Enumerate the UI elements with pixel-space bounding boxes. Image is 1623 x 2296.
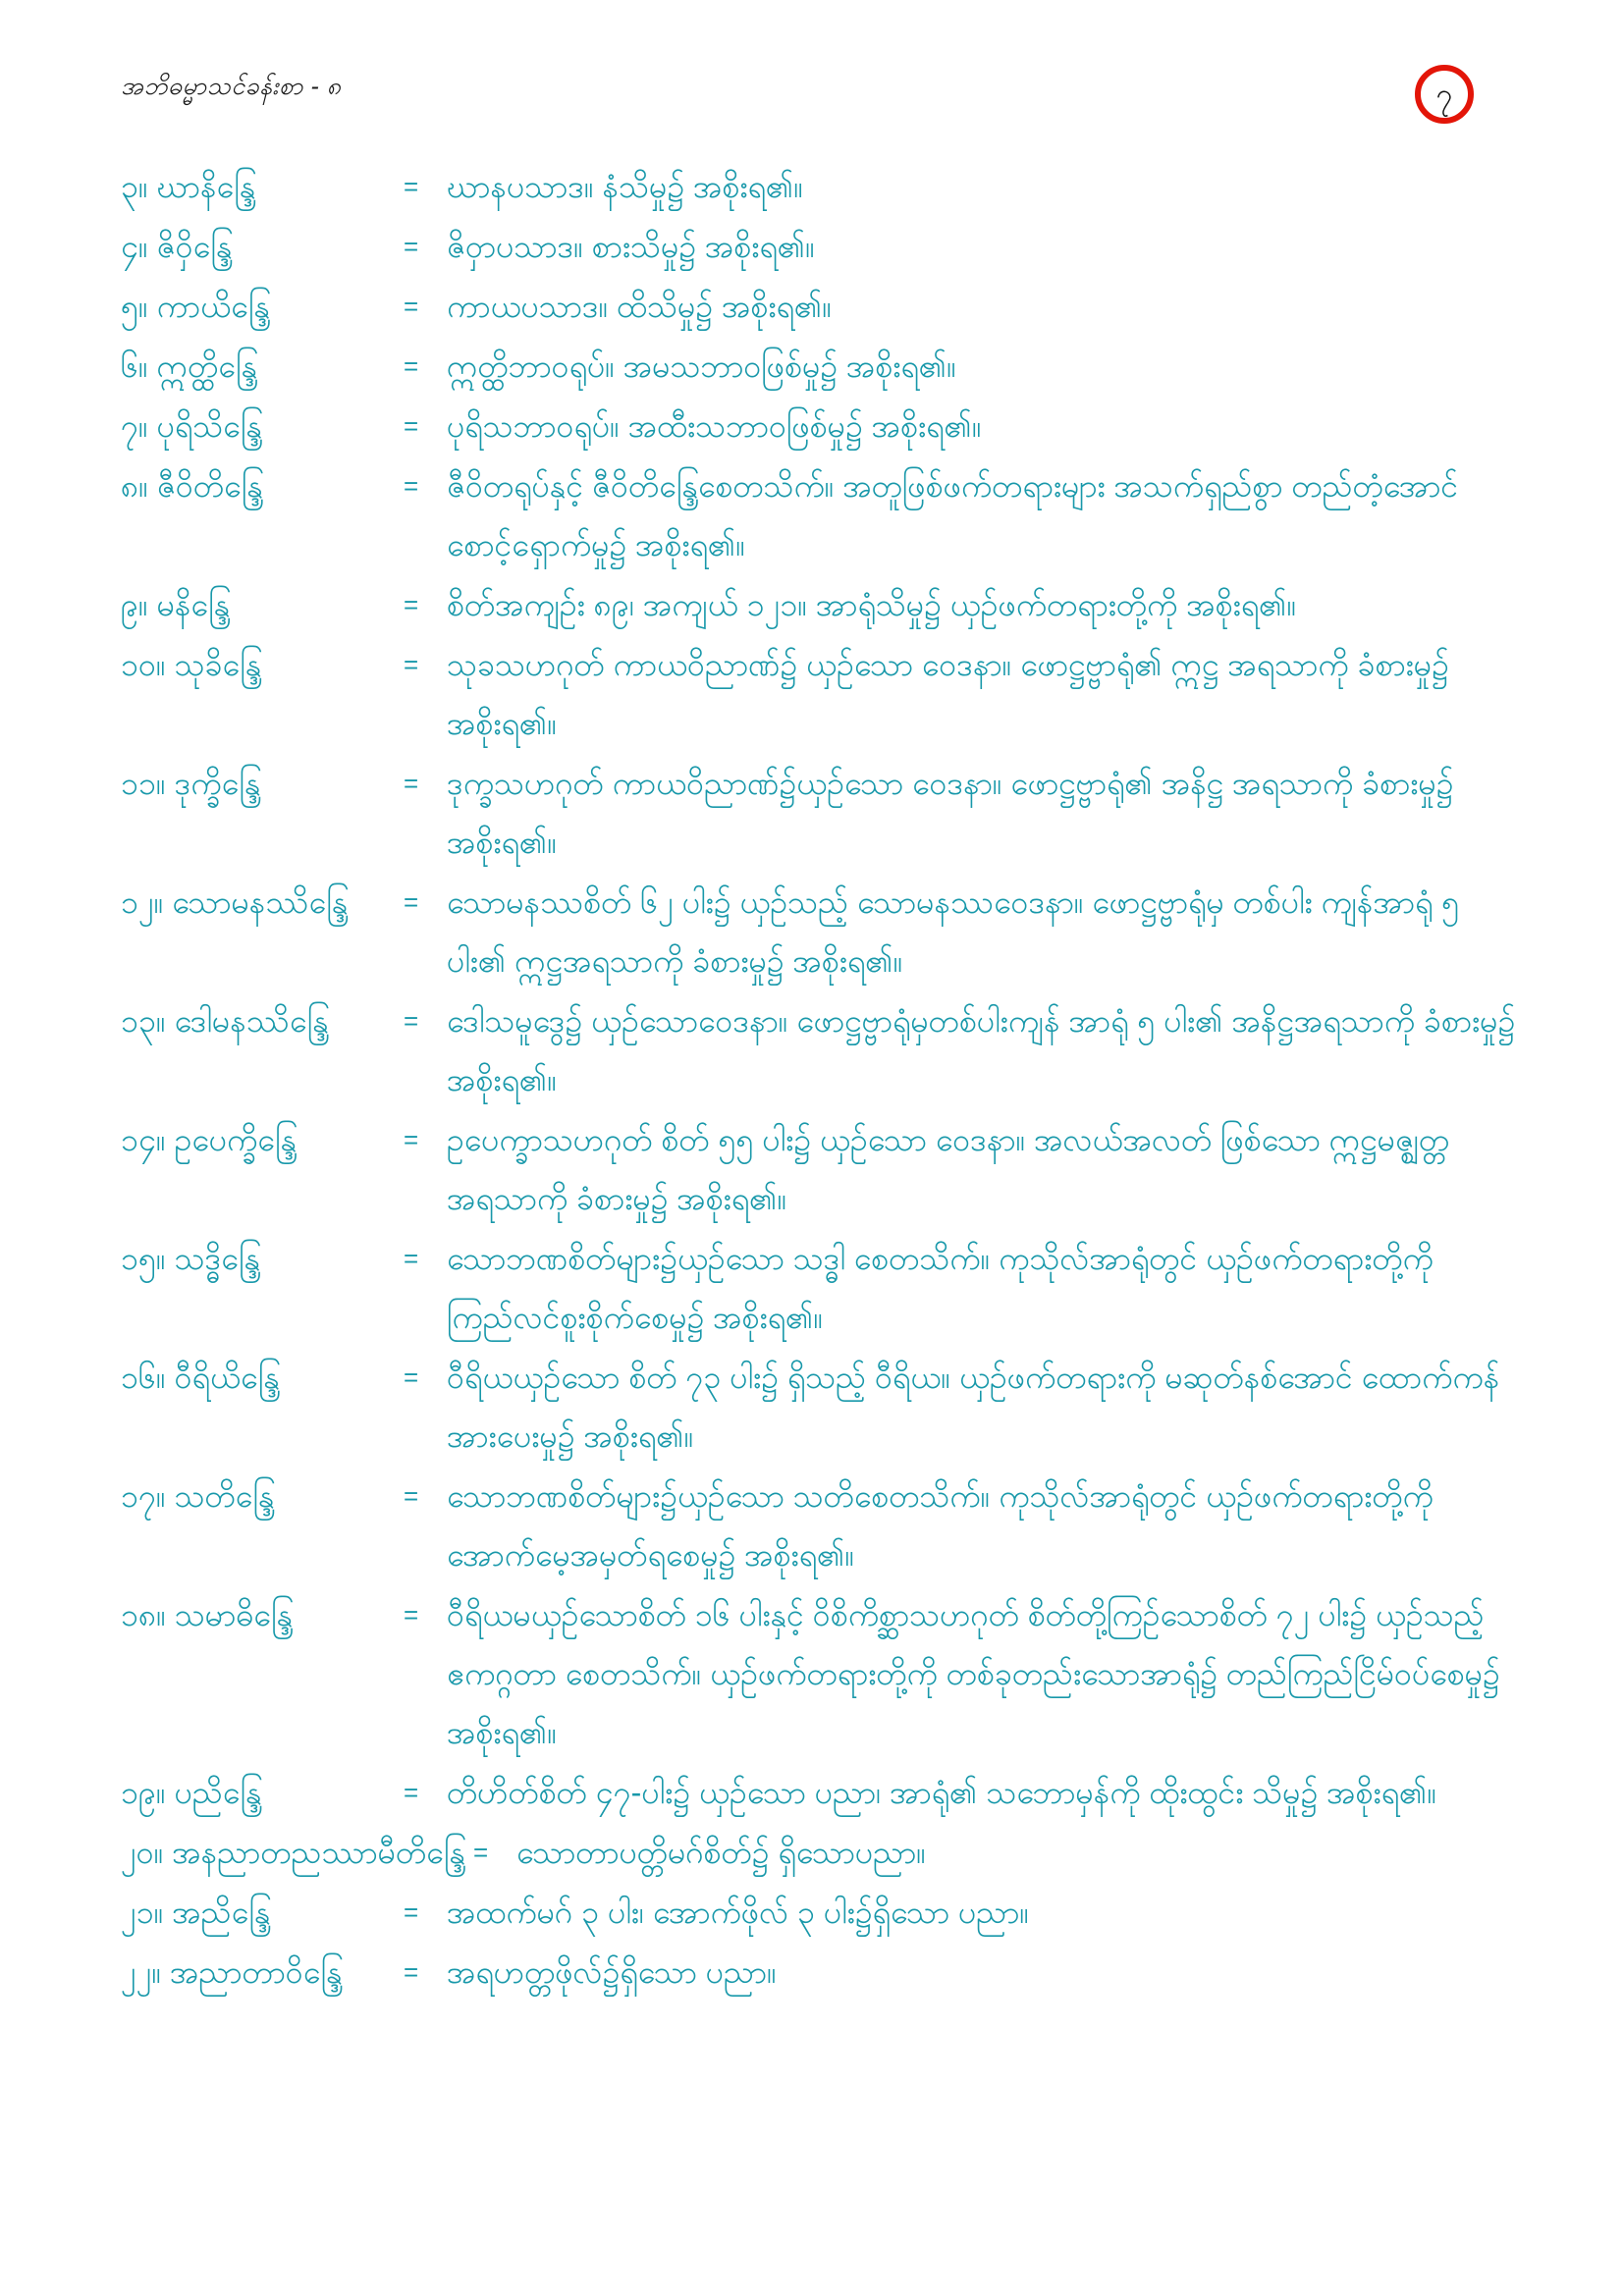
item-number-and-label: ၁၆။ ဝီရိယိန္ဒြေ [121, 1360, 280, 1395]
item-number-and-label: ၁၇။ သတိန္ဒြေ [121, 1478, 275, 1514]
list-item [121, 1763, 1517, 1822]
list-item [121, 1943, 1517, 2002]
item-definition: တိဟိတ်စိတ် ၄၇-ပါး၌ ယှဉ်သော ပညာ၊ အာရုံ၏ သဘောမှန်ကို ထိုးထွင်း သိမှု၌ အစိုးရ၏။ [447, 1775, 1437, 1810]
list-item [121, 157, 1517, 216]
equals-sign: = [404, 650, 419, 679]
list-item [121, 1823, 1517, 1882]
list-item [121, 873, 1517, 990]
item-definition: စိတ်အကျဉ်း ၈၉၊ အကျယ် ၁၂၁။ အာရုံသိမှု၌ ယှဉ်ဖက်တရားတို့ကို အစိုးရ၏။ [447, 587, 1297, 622]
item-definition: ဝီရိယမယှဉ်သောစိတ် ၁၆ ပါးနှင့် ဝိစိကိစ္ဆာသဟဂုတ် စိတ်တို့ကြဉ်သောစိတ် ၇၂ ပါး၌ ယှဉ်သည့် ဧကဂ္ဂတာ စေတသိက်။ ယှဉ်ဖက်တရားတို့ကို တစ်ခုတည်းသောအာရုံ၌ တည်ကြည်ငြိမ်ဝပ်စေမှု၌ အစိုးရ၏။ [447, 1597, 1500, 1750]
equals-sign: = [404, 172, 419, 201]
item-definition: ဥပေက္ခာသဟဂုတ် စိတ် ၅၅ ပါး၌ ယှဉ်သော ဝေဒနာ။ အလယ်အလတ် ဖြစ်သော ဣဋ္ဌမဇ္ဈတ္တအရသာကို ခံစားမှု၌ အစိုးရ၏။ [447, 1122, 1450, 1216]
page-title: အဘိဓမ္မာသင်ခန်းစာ - ၈ [121, 73, 342, 100]
item-definition: ဣတ္ထိဘာဝရုပ်။ အမသဘာဝဖြစ်မှု၌ အစိုးရ၏။ [447, 348, 956, 384]
item-definition: ဇိဝှာပသာဒ။ စားသိမှု၌ အစိုးရ၏။ [447, 229, 815, 264]
item-definition: သောဘဏစိတ်များ၌ယှဉ်သော သဒ္ဓါ စေတသိက်။ ကုသိုလ်အာရုံတွင် ယှဉ်ဖက်တရားတို့ကို ကြည်လင်စူးစိုက်စေမှု၌ အစိုးရ၏။ [447, 1241, 1434, 1335]
item-number-and-label: ၉။ မနိန္ဒြေ [121, 587, 231, 622]
item-definition: သောဘဏစိတ်များ၌ယှဉ်သော သတိစေတသိက်။ ကုသိုလ်အာရုံတွင် ယှဉ်ဖက်တရားတို့ကို အောက်မေ့အမှတ်ရစေမှု၌ အစိုးရ၏။ [447, 1478, 1434, 1573]
item-definition: သောတာပတ္တိမဂ်စိတ်၌ ရှိသောပညာ။ [516, 1835, 926, 1870]
list-item [121, 217, 1517, 276]
item-definition: ဇီဝိတရုပ်နှင့် ဇီဝိတိန္ဒြေစေတသိက်။ အတူဖြစ်ဖက်တရားများ အသက်ရှည်စွာ တည်တံ့အောင် စောင့်ရှောက်မှု၌ အစိုးရ၏။ [447, 468, 1459, 562]
item-definition: ဒုက္ခသဟဂုတ် ကာယဝိညာဏ်၌ယှဉ်သော ဝေဒနာ။ ဖောဋ္ဌဗ္ဗာရုံ၏ အနိဋ္ဌ အရသာကို ခံစားမှု၌ အစိုးရ၏။ [447, 766, 1454, 860]
equals-sign: = [404, 1244, 419, 1273]
item-definition: သောမနဿစိတ် ၆၂ ပါး၌ ယှဉ်သည့် သောမနဿဝေဒနာ။ ဖောဋ္ဌဗ္ဗာရုံမှ တစ်ပါး ကျန်အာရုံ ၅ ပါး၏ ဣဋ္ဌအရသာကို ခံစားမှု၌ အစိုးရ၏။ [447, 884, 1460, 979]
list-item [121, 1883, 1517, 1942]
list-item [121, 1348, 1517, 1466]
list-item [121, 635, 1517, 753]
equals-sign: = [404, 1897, 419, 1927]
list-item [121, 337, 1517, 396]
list-item [121, 1585, 1517, 1762]
equals-sign: = [404, 1957, 419, 1987]
item-number-and-label: ၁၅။ သဒ္ဓိန္ဒြေ [121, 1241, 261, 1276]
item-number-and-label: ၂၀။ အနညာတညဿာမီတိန္ဒြေ [121, 1835, 466, 1870]
equals-sign: = [404, 411, 419, 441]
equals-sign: = [404, 1362, 419, 1392]
item-definition: ဒေါသမူဒွေ၌ ယှဉ်သောဝေဒနာ။ ဖောဋ္ဌဗ္ဗာရုံမှတစ်ပါးကျန် အာရုံ ၅ ပါး၏ အနိဋ္ဌအရသာကို ခံစားမှု၌ အစိုးရ၏။ [447, 1003, 1516, 1097]
list-item [121, 1467, 1517, 1584]
equals-sign: = [404, 1125, 419, 1154]
item-number-and-label: ၂၂။ အညာတာဝိန္ဒြေ [121, 1954, 343, 1990]
item-number-and-label: ၃။ ဃာနိန္ဒြေ [121, 169, 256, 204]
item-number-and-label: ၂၁။ အညိန္ဒြေ [121, 1895, 271, 1930]
list-item [121, 575, 1517, 634]
item-definition: ပုရိသဘာဝရုပ်။ အထီးသဘာဝဖြစ်မှု၌ အစိုးရ၏။ [447, 408, 982, 444]
list-item [121, 754, 1517, 872]
indriya-definition-list [0, 157, 1623, 2002]
equals-sign: = [473, 1838, 489, 1867]
list-item [121, 456, 1517, 574]
equals-sign: = [404, 232, 419, 261]
equals-sign: = [404, 351, 419, 381]
equals-sign: = [404, 1006, 419, 1036]
equals-sign: = [404, 769, 419, 798]
item-number-and-label: ၁၀။ သုခိန္ဒြေ [121, 647, 262, 682]
item-definition: ဝီရိယယှဉ်သော စိတ် ၇၃ ပါး၌ ရှိသည့် ဝီရိယ။ ယှဉ်ဖက်တရားကို မဆုတ်နစ်အောင် ထောက်ကန်အားပေးမှု၌ အစိုးရ၏။ [447, 1360, 1500, 1454]
item-number-and-label: ၁၂။ သောမနဿိန္ဒြေ [121, 884, 349, 920]
item-definition: ဃာနပသာဒ။ နံသိမှု၌ အစိုးရ၏။ [447, 169, 804, 204]
equals-sign: = [404, 887, 419, 917]
item-number-and-label: ၁၄။ ဥပေက္ခိန္ဒြေ [121, 1122, 298, 1157]
item-definition: သုခသဟဂုတ် ကာယဝိညာဏ်၌ ယှဉ်သော ဝေဒနာ။ ဖောဋ္ဌဗ္ဗာရုံ၏ ဣဋ္ဌ အရသာကို ခံစားမှု၌ အစိုးရ၏။ [447, 647, 1449, 741]
item-number-and-label: ၁၈။ သမာဓိန္ဒြေ [121, 1597, 294, 1632]
page-number-badge [1415, 65, 1474, 124]
equals-sign: = [404, 1600, 419, 1629]
item-definition: ကာယပသာဒ။ ထိသိမှု၌ အစိုးရ၏။ [447, 289, 832, 324]
item-definition: အရဟတ္တဖိုလ်၌ရှိသော ပညာ။ [447, 1954, 777, 1990]
item-number-and-label: ၈။ ဇီဝိတိန္ဒြေ [121, 468, 263, 504]
item-number-and-label: ၁၉။ ပညိန္ဒြေ [121, 1775, 262, 1810]
item-number-and-label: ၆။ ဣတ္ထိန္ဒြေ [121, 348, 258, 384]
list-item [121, 1229, 1517, 1347]
item-definition: အထက်မဂ် ၃ ပါး၊ အောက်ဖိုလ် ၃ ပါး၌ရှိသော ပညာ။ [447, 1895, 1030, 1930]
page-number: ၇ [1435, 79, 1453, 111]
list-item [121, 991, 1517, 1109]
page-header [0, 0, 1623, 124]
item-number-and-label: ၄။ ဇိဝှိန္ဒြေ [121, 229, 233, 264]
equals-sign: = [404, 292, 419, 321]
equals-sign: = [404, 1778, 419, 1807]
item-number-and-label: ၁၁။ ဒုက္ခိန္ဒြေ [121, 766, 261, 801]
list-item [121, 277, 1517, 336]
list-item [121, 397, 1517, 455]
list-item [121, 1110, 1517, 1228]
item-number-and-label: ၅။ ကာယိန္ဒြေ [121, 289, 271, 324]
equals-sign: = [404, 471, 419, 501]
equals-sign: = [404, 1481, 419, 1511]
item-number-and-label: ၁၃။ ဒေါမနဿိန္ဒြေ [121, 1003, 329, 1039]
item-number-and-label: ၇။ ပုရိသိန္ဒြေ [121, 408, 263, 444]
equals-sign: = [404, 590, 419, 619]
